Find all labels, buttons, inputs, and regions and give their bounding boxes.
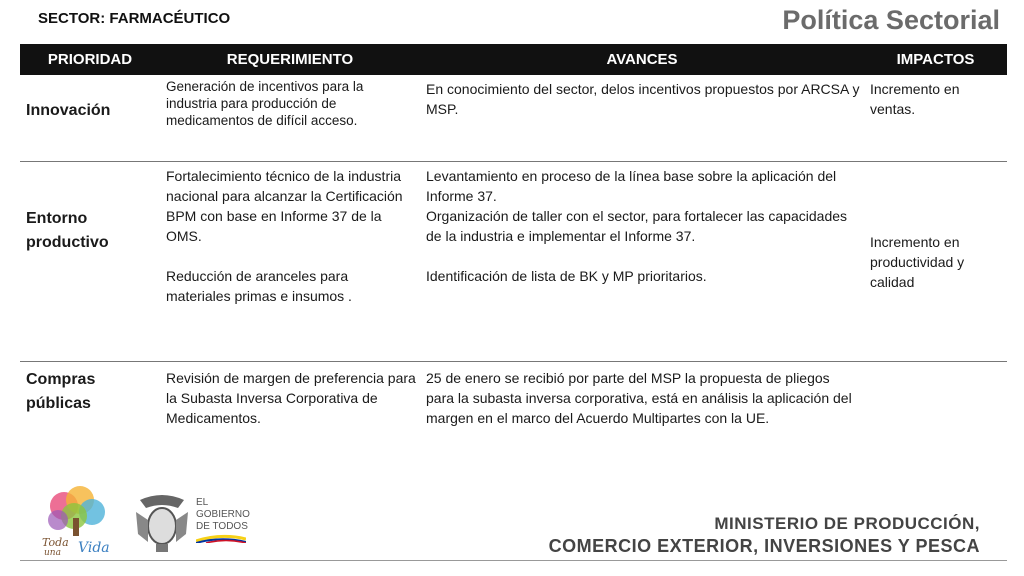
cell-impactos: [864, 361, 1007, 461]
ministry-line-1: MINISTERIO DE PRODUCCIÓN,: [714, 514, 980, 533]
requerimiento-item: Reducción de aranceles para materiales primas e insumos .: [166, 267, 352, 304]
column-header-requerimiento: REQUERIMIENTO: [160, 44, 420, 75]
cell-prioridad: Compras públicas: [26, 370, 96, 412]
svg-text:una: una: [44, 548, 61, 556]
cell-impactos: Incremento en ventas.: [864, 75, 1007, 161]
gobierno-text: DE TODOS: [196, 521, 248, 532]
sector-label: SECTOR: FARMACÉUTICO: [38, 10, 231, 27]
policy-table: [20, 44, 1007, 461]
gobierno-text: EL: [196, 497, 209, 508]
cell-prioridad: Entorno productivo: [20, 161, 160, 361]
column-header-impactos: IMPACTOS: [864, 44, 1007, 75]
avance-item: Organización de taller con el sector, para fortalecer las capacidades de la industria e implementar el Informe 37.: [426, 207, 848, 244]
requerimiento-item: Fortalecimiento técnico de la industria nacional para alcanzar la Certificación BPM con base en Informe 37 de la OMS.: [166, 167, 403, 244]
toda-una-vida-logo: [36, 484, 116, 556]
cell-avances: En conocimiento del sector, delos incentivos propuestos por ARCSA y MSP.: [420, 75, 864, 161]
gobierno-logo: [196, 497, 250, 547]
cell-requerimiento: Revisión de margen de preferencia para la Subasta Inversa Corporativa de Medicamentos.: [166, 369, 416, 426]
ministry-line-2: COMERCIO EXTERIOR, INVERSIONES Y PESCA: [548, 536, 980, 556]
ministry-name: [549, 514, 980, 557]
cell-requerimiento: Generación de incentivos para la industria para producción de medicamentos de difícil acceso.: [160, 75, 420, 161]
gobierno-text: GOBIERNO: [196, 509, 250, 520]
avance-item: Identificación de lista de BK y MP prioritarios.: [426, 267, 707, 284]
table-row: [20, 161, 1007, 361]
flag-stripe-icon: [196, 533, 246, 543]
cell-avances: [420, 161, 864, 361]
table-header-row: [20, 44, 1007, 75]
cell-impactos: Incremento en productividad y calidad: [864, 161, 1007, 361]
footer-divider: [20, 560, 1007, 561]
table-row: [20, 361, 1007, 461]
column-header-prioridad: PRIORIDAD: [20, 44, 160, 75]
coat-of-arms-icon: [132, 490, 192, 556]
cell-requerimiento: [160, 161, 420, 361]
avance-item: Levantamiento en proceso de la línea base sobre la aplicación del Informe 37.: [426, 167, 837, 204]
column-header-avances: AVANCES: [420, 44, 864, 75]
table-row: [20, 75, 1007, 161]
svg-text:Vida: Vida: [78, 540, 110, 556]
page-title: Política Sectorial: [782, 5, 1000, 35]
cell-prioridad: Innovación: [20, 75, 160, 161]
svg-text:Toda: Toda: [42, 536, 69, 549]
cell-avances: 25 de enero se recibió por parte del MSP la propuesta de pliegos para la subasta inversa corporativa, está en análisis la aplicación del margen en el marco del Acuerdo Multipartes con la UE.: [426, 369, 852, 426]
